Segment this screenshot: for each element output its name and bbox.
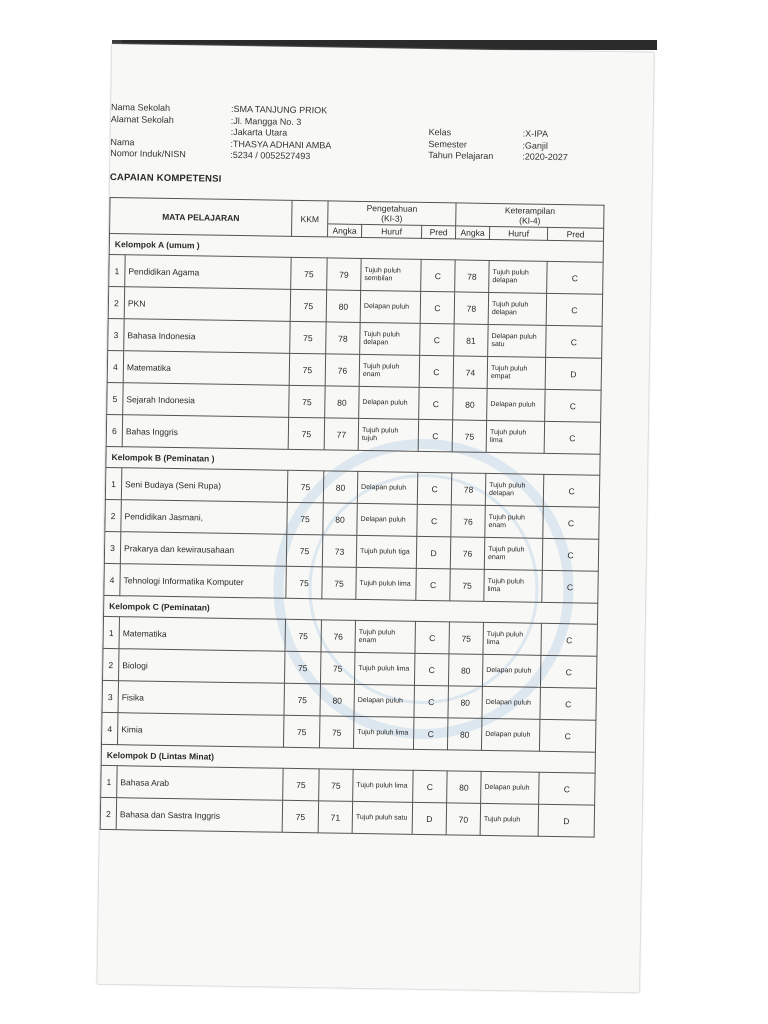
pengetahuan-angka: 79: [327, 258, 361, 291]
keterampilan-angka: 75: [452, 420, 486, 453]
header-p-angka: Angka: [328, 224, 362, 238]
keterampilan-angka: 80: [453, 388, 487, 421]
subject-name: Bahasa dan Sastra Inggris: [116, 798, 282, 833]
info-value: Jl. Mangga No. 3: [233, 115, 302, 127]
subject-name: Pendidikan Agama: [125, 255, 291, 290]
subject-name: Bahasa Indonesia: [124, 319, 290, 354]
keterampilan-pred: C: [540, 655, 596, 688]
info-colon: :: [230, 149, 233, 160]
keterampilan-pred: C: [540, 687, 596, 720]
header-k-huruf: Huruf: [490, 226, 548, 240]
kkm-value: 75: [288, 417, 324, 450]
info-label: Semester: [428, 138, 468, 150]
group-title: Kelompok A (umum ): [109, 233, 603, 262]
pengetahuan-huruf: Delapan puluh: [357, 503, 417, 536]
pengetahuan-angka: 76: [321, 620, 355, 653]
row-number: 3: [104, 531, 121, 563]
info-row: [110, 148, 331, 163]
keterampilan-huruf: Tujuh puluh empat: [487, 356, 545, 389]
pengetahuan-pred: C: [418, 419, 453, 452]
keterampilan-huruf: Tujuh puluh delapan: [488, 292, 546, 325]
info-label: Tahun Pelajaran: [428, 149, 494, 162]
keterampilan-pred: C: [542, 570, 598, 603]
row-number: 4: [101, 712, 118, 744]
subject-name: Matematika: [123, 351, 289, 386]
row-number: 2: [100, 797, 117, 829]
pengetahuan-angka: 75: [322, 567, 356, 600]
keterampilan-angka: 74: [453, 356, 487, 389]
pengetahuan-huruf: Tujuh puluh lima: [354, 652, 414, 685]
info-colon: :: [230, 103, 234, 114]
info-colon: :: [522, 151, 525, 162]
kkm-value: 75: [284, 651, 320, 684]
keterampilan-angka: 81: [454, 324, 488, 357]
group-title: Kelompok C (Peminatan): [104, 595, 598, 624]
keterampilan-huruf: Delapan puluh: [481, 771, 539, 804]
info-row: [428, 150, 568, 164]
subject-name: Pendidikan Jasmani,: [121, 500, 287, 535]
kkm-value: 75: [287, 470, 323, 503]
kkm-value: 75: [291, 257, 327, 290]
pengetahuan-angka: 78: [326, 322, 360, 355]
keterampilan-huruf: Tujuh puluh lima: [483, 622, 541, 655]
keterampilan-pred: C: [546, 293, 602, 326]
row-number: 4: [104, 563, 121, 595]
row-number: 6: [106, 414, 123, 446]
subject-name: Biologi: [119, 649, 285, 684]
header-keterampilan: [456, 203, 604, 228]
pengetahuan-huruf: Delapan puluh: [354, 684, 414, 717]
pengetahuan-pred: C: [413, 770, 448, 803]
pengetahuan-huruf: Tujuh puluh lima: [353, 716, 413, 749]
info-colon: :: [522, 128, 526, 139]
keterampilan-huruf: Tujuh puluh lima: [484, 569, 542, 602]
school-info-left: [110, 102, 332, 163]
subject-name: Bahas Inggris: [122, 415, 288, 450]
keterampilan-angka: 78: [451, 473, 485, 506]
row-number: 3: [102, 680, 119, 712]
subject-name: Kimia: [117, 713, 283, 748]
subject-name: Prakarya dan kewirausahaan: [120, 532, 286, 567]
pengetahuan-pred: C: [420, 323, 455, 356]
pengetahuan-pred: C: [413, 717, 448, 750]
pengetahuan-pred: C: [415, 621, 450, 654]
info-value: Ganjil: [524, 139, 549, 151]
header-keterampilan-label: Keterampilan: [504, 205, 556, 216]
pengetahuan-pred: C: [417, 472, 452, 505]
keterampilan-pred: D: [545, 357, 601, 390]
pengetahuan-angka: 80: [320, 684, 354, 717]
keterampilan-pred: C: [545, 389, 601, 422]
pengetahuan-angka: 80: [323, 503, 357, 536]
row-number: 2: [103, 648, 120, 680]
group-title: Kelompok B (Peminatan ): [106, 446, 600, 475]
header-p-pred: Pred: [422, 225, 456, 239]
grades-table: [100, 197, 605, 838]
kkm-value: 75: [283, 715, 319, 748]
pengetahuan-pred: C: [414, 653, 449, 686]
info-value: X-IPA: [525, 128, 549, 139]
pengetahuan-angka: 71: [318, 801, 352, 834]
keterampilan-pred: C: [547, 261, 603, 294]
header-k-pred: Pred: [548, 227, 604, 241]
pengetahuan-pred: C: [420, 291, 455, 324]
pengetahuan-pred: C: [419, 355, 454, 388]
header-pengetahuan: [328, 201, 456, 226]
pengetahuan-angka: 75: [319, 716, 353, 749]
pengetahuan-angka: 80: [323, 471, 357, 504]
pengetahuan-huruf: Tujuh puluh enam: [359, 354, 419, 387]
keterampilan-pred: C: [544, 421, 600, 454]
pengetahuan-huruf: Tujuh puluh lima: [353, 769, 413, 802]
row-number: 2: [105, 499, 122, 531]
keterampilan-huruf: Delapan puluh: [482, 654, 540, 687]
kkm-value: 75: [287, 502, 323, 535]
kkm-value: 75: [290, 321, 326, 354]
pengetahuan-angka: 75: [320, 652, 354, 685]
info-value: SMA TANJUNG PRIOK: [233, 103, 328, 116]
info-colon: :: [522, 139, 526, 150]
kkm-value: 75: [283, 768, 319, 801]
pengetahuan-angka: 76: [325, 354, 359, 387]
row-number: 1: [109, 254, 126, 286]
row-number: 3: [108, 318, 125, 350]
keterampilan-huruf: Tujuh puluh: [480, 803, 538, 836]
pengetahuan-huruf: Delapan puluh: [359, 386, 419, 419]
kkm-value: 75: [285, 619, 321, 652]
keterampilan-pred: C: [546, 325, 602, 358]
keterampilan-huruf: Tujuh puluh enam: [485, 505, 543, 538]
report-page: [97, 44, 654, 992]
header-k-angka: Angka: [456, 226, 490, 240]
row-number: 2: [108, 286, 125, 318]
pengetahuan-huruf: Tujuh puluh tujuh: [358, 418, 418, 451]
keterampilan-pred: C: [539, 772, 595, 805]
kkm-value: 75: [289, 385, 325, 418]
info-label: Nama: [110, 136, 135, 147]
keterampilan-pred: C: [543, 506, 599, 539]
row-number: 5: [107, 382, 124, 414]
kkm-value: 75: [282, 800, 318, 833]
subject-name: Bahasa Arab: [117, 766, 283, 801]
keterampilan-angka: 80: [447, 718, 481, 751]
pengetahuan-angka: 80: [325, 386, 359, 419]
kkm-value: 75: [286, 534, 322, 567]
pengetahuan-huruf: Delapan puluh: [360, 290, 420, 323]
pengetahuan-huruf: Tujuh puluh enam: [355, 620, 415, 653]
subject-name: Matematika: [119, 617, 285, 652]
row-number: 1: [105, 467, 122, 499]
pengetahuan-pred: C: [417, 504, 452, 537]
info-value: Jakarta Utara: [233, 126, 288, 138]
keterampilan-huruf: Tujuh puluh delapan: [485, 473, 543, 506]
keterampilan-huruf: Tujuh puluh lima: [486, 420, 544, 453]
kkm-value: 75: [284, 683, 320, 716]
info-colon: :: [230, 138, 234, 149]
header-kkm: KKM: [292, 200, 329, 237]
keterampilan-angka: 78: [454, 292, 488, 325]
keterampilan-angka: 78: [455, 260, 489, 293]
info-label: Kelas: [428, 126, 452, 138]
info-colon: :: [230, 115, 234, 126]
subject-name: Tehnologi Informatika Komputer: [120, 564, 286, 599]
pengetahuan-angka: 77: [324, 418, 358, 451]
pengetahuan-huruf: Tujuh puluh tiga: [356, 535, 416, 568]
group-title: Kelompok D (Lintas Minat): [101, 744, 595, 773]
keterampilan-pred: C: [543, 474, 599, 507]
pengetahuan-huruf: Tujuh puluh delapan: [360, 322, 420, 355]
row-number: 4: [107, 350, 124, 382]
pengetahuan-pred: C: [416, 568, 451, 601]
kkm-value: 75: [290, 289, 326, 322]
keterampilan-huruf: Tujuh puluh enam: [484, 537, 542, 570]
kkm-value: 75: [286, 566, 322, 599]
pengetahuan-pred: C: [419, 387, 454, 420]
section-title: CAPAIAN KOMPETENSI: [109, 171, 222, 185]
pengetahuan-huruf: Tujuh puluh satu: [352, 801, 412, 834]
keterampilan-pred: C: [541, 623, 597, 656]
info-value: 2020-2027: [524, 151, 568, 163]
header-mata-pelajaran: MATA PELAJARAN: [110, 197, 293, 236]
keterampilan-huruf: Tujuh puluh delapan: [489, 260, 547, 293]
row-number: 1: [101, 765, 118, 797]
pengetahuan-pred: C: [414, 685, 449, 718]
pengetahuan-pred: D: [416, 536, 451, 569]
header-p-huruf: Huruf: [362, 224, 422, 238]
subject-name: PKN: [124, 287, 290, 322]
keterampilan-pred: C: [539, 719, 595, 752]
school-info-right: [428, 127, 568, 164]
keterampilan-angka: 75: [449, 622, 483, 655]
pengetahuan-angka: 73: [322, 535, 356, 568]
keterampilan-angka: 80: [448, 654, 482, 687]
table-row: [100, 797, 594, 837]
subject-name: Sejarah Indonesia: [123, 383, 289, 418]
subject-name: Seni Budaya (Seni Rupa): [121, 468, 287, 503]
keterampilan-huruf: Delapan puluh: [481, 718, 539, 751]
pengetahuan-huruf: Tujuh puluh sembilan: [361, 258, 421, 291]
pengetahuan-pred: C: [421, 259, 456, 292]
pengetahuan-angka: 75: [319, 769, 353, 802]
header-keterampilan-code: (KI-4): [519, 215, 541, 226]
keterampilan-angka: 80: [447, 771, 481, 804]
keterampilan-angka: 70: [446, 803, 480, 836]
keterampilan-angka: 75: [450, 569, 484, 602]
keterampilan-huruf: Delapan puluh: [487, 388, 545, 421]
pengetahuan-pred: D: [412, 802, 447, 835]
info-value: THASYA ADHANI AMBA: [232, 138, 332, 150]
header-pengetahuan-label: Pengetahuan: [366, 203, 418, 214]
keterampilan-huruf: Delapan puluh: [482, 686, 540, 719]
keterampilan-angka: 80: [448, 686, 482, 719]
info-label: Nomor Induk/NISN: [110, 147, 186, 160]
info-label: Nama Sekolah: [110, 101, 171, 113]
keterampilan-pred: D: [538, 804, 594, 837]
keterampilan-pred: C: [542, 538, 598, 571]
pengetahuan-huruf: Delapan puluh: [357, 471, 417, 504]
grades-body: [100, 233, 603, 837]
keterampilan-angka: 76: [450, 537, 484, 570]
subject-name: Fisika: [118, 681, 284, 716]
info-label: Alamat Sekolah: [110, 113, 174, 125]
info-value: 5234 / 0052527493: [232, 149, 311, 162]
kkm-value: 75: [289, 353, 325, 386]
keterampilan-angka: 76: [451, 505, 485, 538]
pengetahuan-angka: 80: [326, 290, 360, 323]
pengetahuan-huruf: Tujuh puluh lima: [356, 567, 416, 600]
keterampilan-huruf: Delapan puluh satu: [488, 324, 546, 357]
row-number: 1: [103, 616, 120, 648]
info-colon: :: [230, 126, 234, 137]
header-pengetahuan-code: (KI-3): [381, 213, 403, 224]
